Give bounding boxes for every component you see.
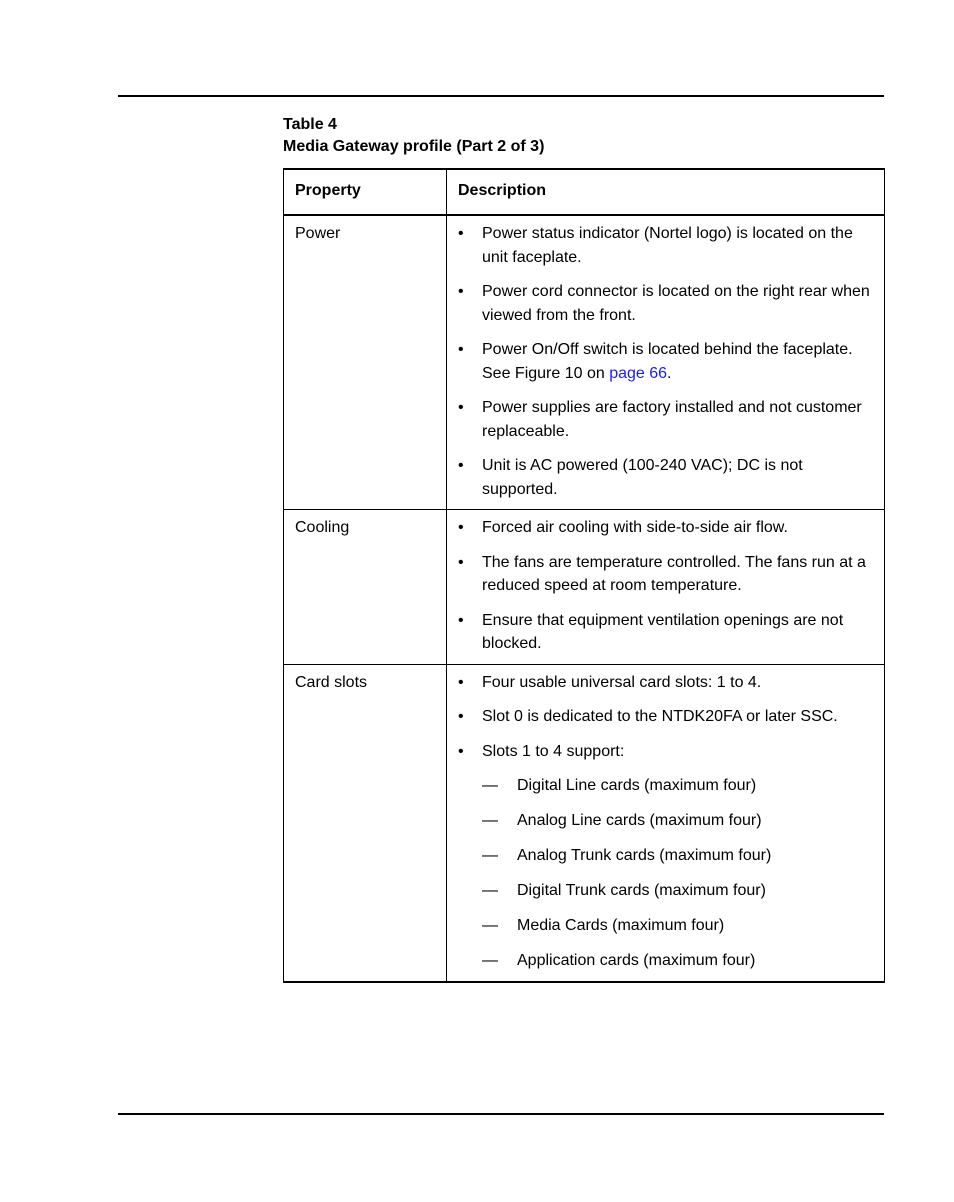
list-item — [458, 338, 873, 385]
description-cell — [447, 510, 885, 665]
description-cell — [447, 664, 885, 982]
table-title: Media Gateway profile (Part 2 of 3) — [283, 138, 545, 155]
bullet-glyph: • — [458, 553, 464, 571]
table-row-card-slots — [284, 664, 885, 982]
list-item-text: Power status indicator (Nortel logo) is located on the unit faceplate. — [482, 225, 853, 266]
bullet-list — [458, 222, 873, 501]
table-header-row — [284, 169, 885, 215]
table-row-cooling — [284, 510, 885, 665]
list-item — [458, 222, 873, 269]
bullet-glyph: • — [458, 611, 464, 629]
list-item-text: Slots 1 to 4 support: — [482, 742, 625, 760]
sub-list-item-text: Digital Trunk cards (maximum four) — [517, 882, 766, 899]
list-item-text: The fans are temperature controlled. The fans run at a reduced speed at room temperature. — [482, 553, 866, 594]
bullet-glyph: • — [458, 225, 464, 242]
dash-glyph: — — [482, 882, 498, 899]
list-item — [458, 705, 873, 729]
bullet-glyph: • — [458, 341, 464, 358]
list-item-text: Ensure that equipment ventilation openings are not blocked. — [482, 611, 844, 652]
bullet-list — [458, 671, 873, 973]
sub-list-item-text: Digital Line cards (maximum four) — [517, 777, 757, 794]
sub-list-item — [482, 774, 873, 798]
description-cell — [447, 215, 885, 510]
media-gateway-profile-table — [283, 168, 885, 983]
list-item — [458, 454, 873, 501]
table-row-power — [284, 215, 885, 510]
sub-list-item-text: Application cards (maximum four) — [517, 952, 756, 969]
bullet-list — [458, 516, 873, 656]
sub-list-item — [482, 844, 873, 868]
list-item-text: Four usable universal card slots: 1 to 4. — [482, 673, 762, 691]
dash-list — [482, 774, 873, 973]
bullet-glyph: • — [458, 708, 464, 725]
table-number: Table 4 — [283, 116, 337, 133]
list-item — [458, 609, 873, 656]
list-item-text: Unit is AC powered (100-240 VAC); DC is not supported. — [482, 457, 803, 498]
sub-list-item-text: Analog Line cards (maximum four) — [517, 812, 762, 829]
dash-glyph: — — [482, 917, 498, 934]
bullet-glyph: • — [458, 673, 464, 691]
dash-glyph: — — [482, 812, 498, 829]
list-item-text: Forced air cooling with side-to-side air flow. — [482, 519, 788, 536]
bullet-glyph: • — [458, 283, 464, 300]
property-cell: Card slots — [284, 664, 447, 982]
list-item — [458, 740, 873, 973]
list-item — [458, 396, 873, 443]
list-item-text: Power On/Off switch is located behind the faceplate. See Figure 10 on — [482, 341, 853, 382]
bullet-glyph: • — [458, 519, 464, 536]
table-caption — [283, 114, 544, 158]
list-item-text-end: . — [667, 364, 672, 382]
sub-list-item — [482, 879, 873, 903]
sub-list-item — [482, 809, 873, 833]
sub-list-item — [482, 949, 873, 973]
dash-glyph: — — [482, 952, 498, 969]
list-item-text: Power cord connector is located on the right rear when viewed from the front. — [482, 283, 870, 324]
list-item — [458, 671, 873, 695]
footer-rule — [118, 1113, 884, 1115]
bullet-glyph: • — [458, 399, 464, 416]
dash-glyph: — — [482, 847, 498, 864]
header-rule — [118, 95, 884, 97]
sub-list-item-text: Media Cards (maximum four) — [517, 917, 725, 934]
column-header-property: Property — [284, 169, 447, 215]
dash-glyph: — — [482, 777, 498, 794]
page-66-link[interactable]: page 66 — [609, 364, 668, 382]
property-cell: Power — [284, 215, 447, 510]
bullet-glyph: • — [458, 457, 464, 474]
sub-list-item — [482, 914, 873, 938]
bullet-glyph: • — [458, 742, 464, 760]
list-item — [458, 280, 873, 327]
column-header-description: Description — [447, 169, 885, 215]
property-cell: Cooling — [284, 510, 447, 665]
sub-list-item-text: Analog Trunk cards (maximum four) — [517, 847, 772, 864]
list-item-text: Slot 0 is dedicated to the NTDK20FA or later SSC. — [482, 708, 838, 725]
list-item — [458, 516, 873, 540]
list-item-text: Power supplies are factory installed and not customer replaceable. — [482, 399, 862, 440]
list-item — [458, 551, 873, 598]
